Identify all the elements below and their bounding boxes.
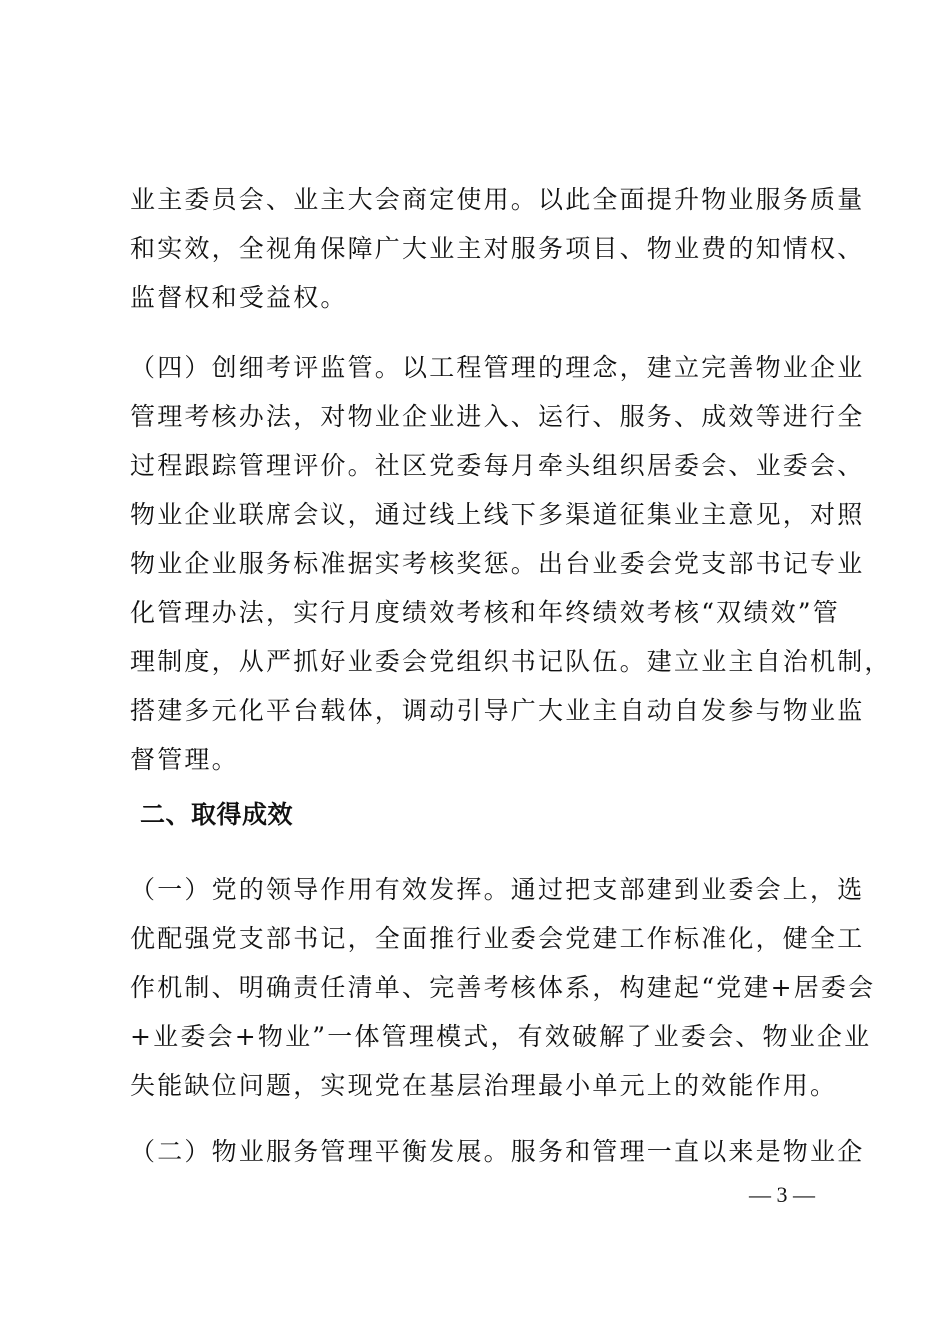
page-number: — 3 — [749, 1182, 815, 1207]
paragraph-line: 作机制、明确责任清单、完善考核体系，构建起“党建+居委会 [130, 973, 876, 1002]
paragraph-line: 和实效，全视角保障广大业主对服务项目、物业费的知情权、 [130, 234, 865, 263]
paragraph-line: 监督权和受益权。 [130, 283, 348, 312]
paragraph-line: +业委会+物业”一体管理模式，有效破解了业委会、物业企业 [130, 1022, 872, 1051]
paragraph-line: 理制度，从严抓好业委会党组织书记队伍。建立业主自治机制， [130, 647, 892, 676]
paragraph-line: 搭建多元化平台载体，调动引导广大业主自动自发参与物业监 [130, 696, 865, 725]
paragraph-line: （四）创细考评监管。以工程管理的理念，建立完善物业企业 [130, 353, 865, 382]
paragraph-line: 督管理。 [130, 745, 239, 774]
paragraph-line: 过程跟踪管理评价。社区党委每月牵头组织居委会、业委会、 [130, 451, 865, 480]
paragraph-line: 物业企业联席会议，通过线上线下多渠道征集业主意见，对照 [130, 500, 865, 529]
paragraph-line: 失能缺位问题，实现党在基层治理最小单元上的效能作用。 [130, 1071, 838, 1100]
paragraph-line: （二）物业服务管理平衡发展。服务和管理一直以来是物业企 [130, 1137, 865, 1166]
paragraph-line: 优配强党支部书记，全面推行业委会党建工作标准化，健全工 [130, 924, 865, 953]
paragraph-line: 化管理办法，实行月度绩效考核和年终绩效考核“双绩效”管 [130, 598, 840, 627]
paragraph-line: 业主委员会、业主大会商定使用。以此全面提升物业服务质量 [130, 185, 865, 214]
paragraph-line: 管理考核办法，对物业企业进入、运行、服务、成效等进行全 [130, 402, 865, 431]
section-heading: 二、取得成效 [140, 800, 294, 829]
paragraph-line: （一）党的领导作用有效发挥。通过把支部建到业委会上，选 [130, 875, 865, 904]
paragraph-line: 物业企业服务标准据实考核奖惩。出台业委会党支部书记专业 [130, 549, 865, 578]
